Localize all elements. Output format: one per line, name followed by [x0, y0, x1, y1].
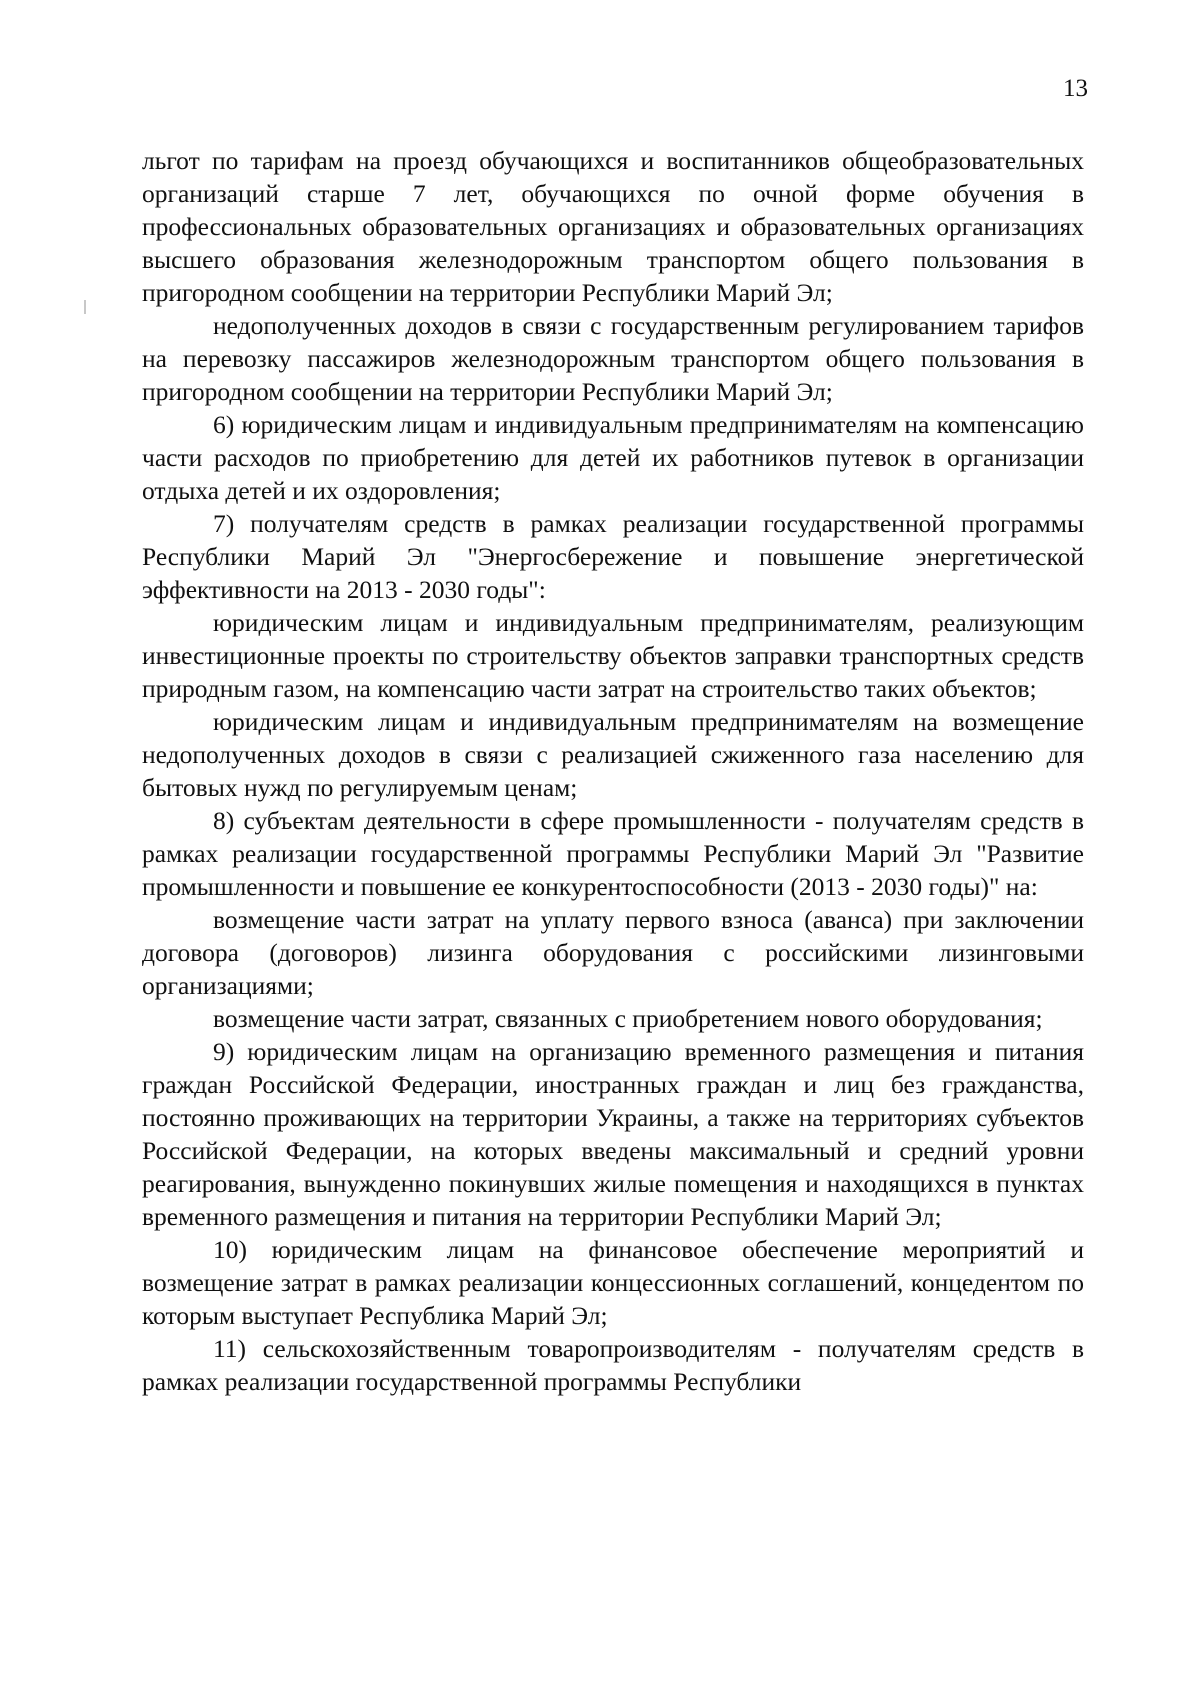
paragraph: 8) субъектам деятельности в сфере промышленности - получателям средств в рамках реализации государственной программы Республики Марий Эл "Развитие промышленности и повышение ее конкурентоспособности (2013 - 2030 годы)" на: [142, 806, 1084, 901]
scan-artifact-mark [84, 300, 86, 314]
paragraph: 11) сельскохозяйственным товаропроизводителям - получателям средств в рамках реализации государственной программы Республики [142, 1334, 1084, 1396]
paragraph: юридическим лицам и индивидуальным предпринимателям на возмещение недополученных доходов в связи с реализацией сжиженного газа населению для бытовых нужд по регулируемым ценам; [142, 707, 1084, 802]
page-number: 13 [1063, 75, 1088, 102]
document-body [142, 144, 1084, 1398]
paragraph: 9) юридическим лицам на организацию временного размещения и питания граждан Российской Федерации, иностранных граждан и лиц без гражданства, постоянно проживающих на территории Украины, а также на территориях субъектов Российской Федерации, на которых введены максимальный и средний уровни реагирования, вынужденно покинувших жилые помещения и находящихся в пунктах временного размещения и питания на территории Республики Марий Эл; [142, 1037, 1084, 1231]
paragraph: недополученных доходов в связи с государственным регулированием тарифов на перевозку пассажиров железнодорожным транспортом общего пользования в пригородном сообщении на территории Республики Марий Эл; [142, 311, 1084, 406]
paragraph: возмещение части затрат на уплату первого взноса (аванса) при заключении договора (договоров) лизинга оборудования с российскими лизинговыми организациями; [142, 905, 1084, 1000]
paragraph: 10) юридическим лицам на финансовое обеспечение мероприятий и возмещение затрат в рамках реализации концессионных соглашений, концедентом по которым выступает Республика Марий Эл; [142, 1235, 1084, 1330]
paragraph: льгот по тарифам на проезд обучающихся и воспитанников общеобразовательных организаций старше 7 лет, обучающихся по очной форме обучения в профессиональных образовательных организациях и образовательных организациях высшего образования железнодорожным транспортом общего пользования в пригородном сообщении на территории Республики Марий Эл; [142, 146, 1084, 307]
paragraph: 6) юридическим лицам и индивидуальным предпринимателям на компенсацию части расходов по приобретению для детей их работников путевок в организации отдыха детей и их оздоровления; [142, 410, 1084, 505]
paragraph: возмещение части затрат, связанных с приобретением нового оборудования; [213, 1004, 1043, 1033]
paragraph: 7) получателям средств в рамках реализации государственной программы Республики Марий Эл "Энергосбережение и повышение энергетической эффективности на 2013 - 2030 годы": [142, 509, 1084, 604]
paragraph: юридическим лицам и индивидуальным предпринимателям, реализующим инвестиционные проекты по строительству объектов заправки транспортных средств природным газом, на компенсацию части затрат на строительство таких объектов; [142, 608, 1084, 703]
